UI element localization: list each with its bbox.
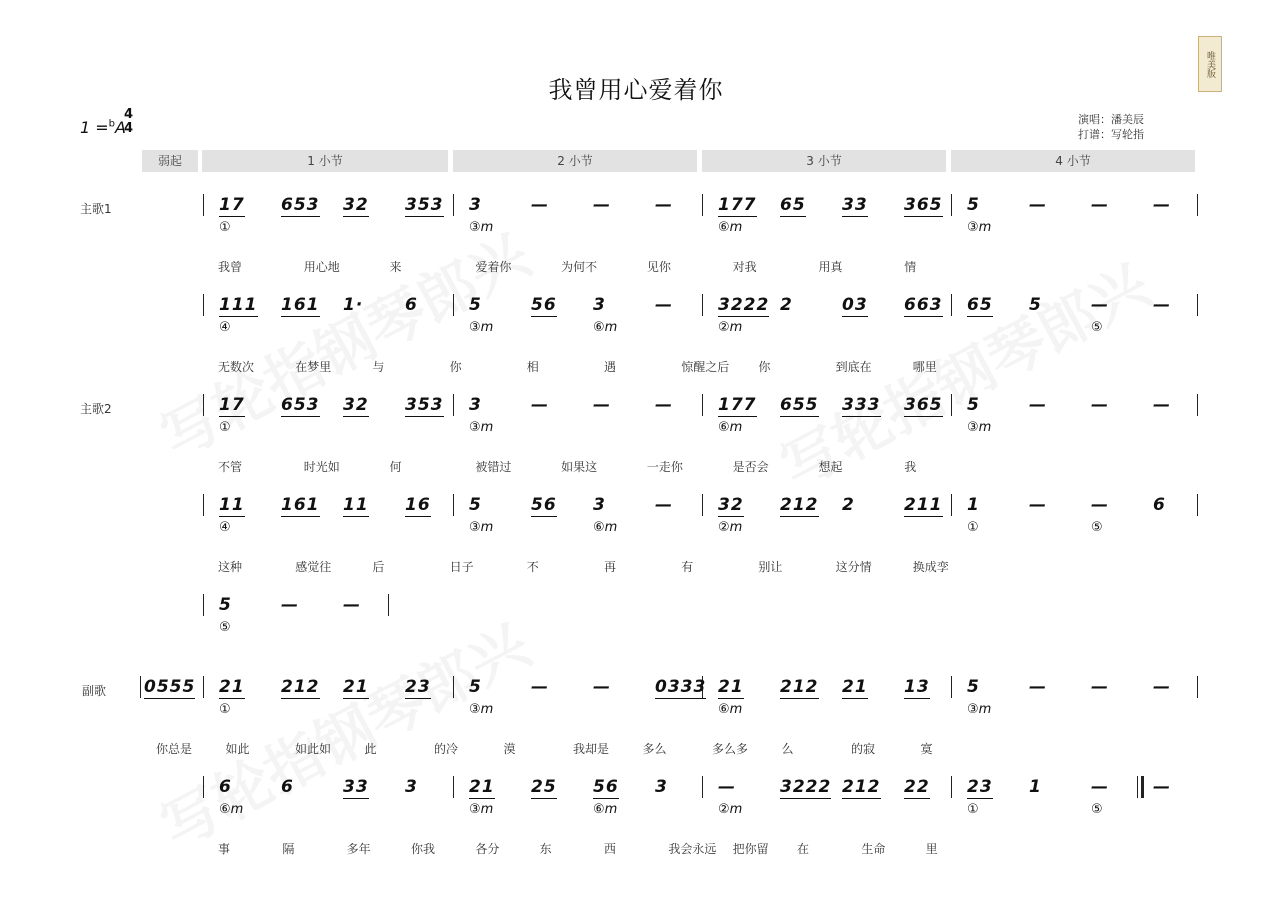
note: 5 xyxy=(469,295,482,315)
note: 5 xyxy=(967,195,980,215)
barline xyxy=(951,776,952,798)
note: 6 xyxy=(1153,495,1166,515)
lyric: 把你留 xyxy=(732,842,769,856)
chord-symbol: ②m xyxy=(718,320,743,335)
chord-symbol: ③m xyxy=(469,320,494,335)
barline xyxy=(1137,776,1144,798)
credit-singer: 演唱：潘美辰 xyxy=(1078,113,1144,126)
note: 16 xyxy=(405,495,431,515)
note: — xyxy=(1029,395,1047,415)
lyric: 事 xyxy=(218,842,231,856)
note: 111 xyxy=(219,295,258,315)
note: — xyxy=(593,677,611,697)
key-letter: A xyxy=(115,118,126,137)
note: 65 xyxy=(780,195,806,215)
watermark xyxy=(144,600,542,865)
time-signature-top: 4 xyxy=(124,107,134,122)
barline xyxy=(453,294,454,316)
note: 212 xyxy=(780,677,819,697)
note: 21 xyxy=(343,677,369,697)
note: 65 xyxy=(967,295,993,315)
note: 1 xyxy=(967,495,980,515)
note: 5 xyxy=(469,677,482,697)
lyric: 来 xyxy=(389,260,402,274)
lyric: 见你 xyxy=(646,260,671,274)
note: 23 xyxy=(967,777,993,797)
chord-symbol: ① xyxy=(219,420,231,435)
lyric: 再 xyxy=(604,560,617,574)
barline xyxy=(453,494,454,516)
barline xyxy=(702,394,703,416)
note: — xyxy=(1091,677,1109,697)
barline xyxy=(1197,494,1198,516)
note: 333 xyxy=(842,395,881,415)
note: 32 xyxy=(343,195,369,215)
note: 653 xyxy=(281,195,320,215)
lyric: 相 xyxy=(526,360,539,374)
lyric: 爱着你 xyxy=(475,260,512,274)
note: 3222 xyxy=(780,777,832,797)
lyric: 你我 xyxy=(411,842,436,856)
note: 6 xyxy=(405,295,418,315)
barline xyxy=(453,394,454,416)
note: 32 xyxy=(718,495,744,515)
chord-symbol: ③m xyxy=(967,220,992,235)
lyric: 的冷 xyxy=(434,742,459,756)
note: 3 xyxy=(469,395,482,415)
note: 5 xyxy=(219,595,232,615)
note: 365 xyxy=(904,395,943,415)
lyric: 东 xyxy=(539,842,552,856)
chord-symbol: ⑥m xyxy=(593,320,618,335)
chord-symbol: ③m xyxy=(469,520,494,535)
barline xyxy=(1197,194,1198,216)
chord-symbol: ① xyxy=(967,802,979,817)
lyric: 这种 xyxy=(218,560,243,574)
barline xyxy=(702,294,703,316)
note: — xyxy=(655,495,673,515)
note: 177 xyxy=(718,395,757,415)
note: 3 xyxy=(469,195,482,215)
note: 13 xyxy=(904,677,930,697)
chord-symbol: ⑤ xyxy=(1091,802,1103,817)
lyric: 哪里 xyxy=(912,360,937,374)
chord-symbol: ⑥m xyxy=(718,220,743,235)
barline xyxy=(453,776,454,798)
note: 353 xyxy=(405,395,444,415)
section-label-verse-1: 主歌1 xyxy=(80,202,112,216)
chord-symbol: ⑥m xyxy=(593,520,618,535)
header-measure-1: 1 小节 xyxy=(202,150,448,172)
note: 22 xyxy=(904,777,930,797)
header-measure-3: 3 小节 xyxy=(702,150,946,172)
note: 6 xyxy=(281,777,294,797)
note: — xyxy=(1153,395,1171,415)
barline xyxy=(951,294,952,316)
note: — xyxy=(531,677,549,697)
note: — xyxy=(531,395,549,415)
lyric: 为何不 xyxy=(561,260,598,274)
lyric: 感觉往 xyxy=(295,560,332,574)
note: 0333 xyxy=(655,677,707,697)
lyric: 如果这 xyxy=(561,460,598,474)
lyric: 我会永远 xyxy=(668,842,717,856)
note: 21 xyxy=(219,677,245,697)
lyric: 西 xyxy=(604,842,617,856)
lyric: 一走你 xyxy=(646,460,683,474)
lyric: 如此 xyxy=(225,742,250,756)
note: 3 xyxy=(593,495,606,515)
lyric: 你 xyxy=(758,360,771,374)
chord-symbol: ④ xyxy=(219,320,231,335)
barline xyxy=(702,494,703,516)
section-label-verse-2: 主歌2 xyxy=(80,402,112,416)
note: 161 xyxy=(281,495,320,515)
lyric: 么 xyxy=(781,742,794,756)
note: 212 xyxy=(842,777,881,797)
chord-symbol: ① xyxy=(219,220,231,235)
barline xyxy=(951,676,952,698)
note: 177 xyxy=(718,195,757,215)
note: 21 xyxy=(469,777,495,797)
note: 21 xyxy=(842,677,868,697)
lyric: 遇 xyxy=(604,360,617,374)
header-measure-4: 4 小节 xyxy=(951,150,1195,172)
note: 5 xyxy=(967,395,980,415)
note: 353 xyxy=(405,195,444,215)
note: 365 xyxy=(904,195,943,215)
lyric: 被错过 xyxy=(475,460,512,474)
note: — xyxy=(1029,195,1047,215)
lyric: 在 xyxy=(797,842,810,856)
lyric: 寞 xyxy=(920,742,933,756)
lyric: 何 xyxy=(389,460,402,474)
lyric: 用真 xyxy=(818,260,843,274)
chord-symbol: ④ xyxy=(219,520,231,535)
note: — xyxy=(1153,195,1171,215)
key-prefix: 1 = xyxy=(80,118,109,137)
barline xyxy=(203,776,204,798)
barline xyxy=(1197,676,1198,698)
note: — xyxy=(593,195,611,215)
lyric: 与 xyxy=(372,360,385,374)
note: — xyxy=(655,195,673,215)
note: — xyxy=(718,777,736,797)
chord-symbol: ⑥m xyxy=(718,420,743,435)
note: 3 xyxy=(405,777,418,797)
lyric: 惊醒之后 xyxy=(681,360,730,374)
note: 5 xyxy=(1029,295,1042,315)
lyric: 后 xyxy=(372,560,385,574)
lyric: 我却是 xyxy=(573,742,610,756)
lyric: 在梦里 xyxy=(295,360,332,374)
note: — xyxy=(1091,777,1109,797)
chord-symbol: ① xyxy=(219,702,231,717)
barline xyxy=(140,676,141,698)
note: — xyxy=(655,295,673,315)
note: — xyxy=(593,395,611,415)
note: 56 xyxy=(531,295,557,315)
note: 17 xyxy=(219,195,245,215)
header-pickup: 弱起 xyxy=(142,150,198,172)
lyric: 不管 xyxy=(218,460,243,474)
note: 5 xyxy=(469,495,482,515)
lyric: 你总是 xyxy=(156,742,193,756)
barline xyxy=(203,394,204,416)
note: 3 xyxy=(655,777,668,797)
lyric: 是否会 xyxy=(732,460,769,474)
flat-sign: b xyxy=(108,118,116,130)
chord-symbol: ③m xyxy=(469,802,494,817)
note: 17 xyxy=(219,395,245,415)
chord-symbol: ⑥m xyxy=(718,702,743,717)
barline xyxy=(1197,294,1198,316)
credit-arranger: 打谱：写轮指 xyxy=(1078,128,1144,141)
note: — xyxy=(1091,395,1109,415)
note: 21 xyxy=(718,677,744,697)
lyric: 里 xyxy=(925,842,938,856)
key-signature xyxy=(80,118,126,137)
note: — xyxy=(1091,295,1109,315)
lyric: 此 xyxy=(364,742,377,756)
note: 212 xyxy=(281,677,320,697)
note: 653 xyxy=(281,395,320,415)
note: — xyxy=(1029,677,1047,697)
note: 33 xyxy=(343,777,369,797)
note: 3222 xyxy=(718,295,770,315)
note: — xyxy=(1091,195,1109,215)
barline xyxy=(1197,394,1198,416)
chord-symbol: ③m xyxy=(469,702,494,717)
note: — xyxy=(531,195,549,215)
chord-symbol: ① xyxy=(967,520,979,535)
song-title: 我曾用心爱着你 xyxy=(548,76,724,104)
chord-symbol: ⑤ xyxy=(219,620,231,635)
note: 2 xyxy=(842,495,855,515)
chord-symbol: ⑥m xyxy=(593,802,618,817)
barline xyxy=(453,194,454,216)
lyric: 各分 xyxy=(475,842,500,856)
lyric: 我 xyxy=(904,460,917,474)
lyric: 用心地 xyxy=(303,260,340,274)
note: 5 xyxy=(967,677,980,697)
note: 25 xyxy=(531,777,557,797)
barline xyxy=(702,194,703,216)
note: 211 xyxy=(904,495,943,515)
note: 32 xyxy=(343,395,369,415)
note: — xyxy=(1153,677,1171,697)
barline xyxy=(453,676,454,698)
chord-symbol: ③m xyxy=(967,702,992,717)
lyric: 我曾 xyxy=(218,260,243,274)
barline xyxy=(203,494,204,516)
note: — xyxy=(1091,495,1109,515)
barline xyxy=(951,394,952,416)
note: 11 xyxy=(219,495,245,515)
chord-symbol: ⑤ xyxy=(1091,520,1103,535)
lyric: 不 xyxy=(526,560,539,574)
note: 663 xyxy=(904,295,943,315)
note: 161 xyxy=(281,295,320,315)
chord-symbol: ②m xyxy=(718,802,743,817)
lyric: 这分情 xyxy=(835,560,872,574)
barline xyxy=(702,776,703,798)
note: 1 xyxy=(1029,777,1042,797)
chord-symbol: ⑤ xyxy=(1091,320,1103,335)
note: — xyxy=(281,595,299,615)
lyric: 如此如 xyxy=(295,742,332,756)
note: 23 xyxy=(405,677,431,697)
note: 655 xyxy=(780,395,819,415)
note: 56 xyxy=(593,777,619,797)
lyric: 别让 xyxy=(758,560,783,574)
lyric: 隔 xyxy=(282,842,295,856)
lyric: 想起 xyxy=(818,460,843,474)
lyric: 多么多 xyxy=(712,742,749,756)
chord-symbol: ⑥m xyxy=(219,802,244,817)
note: 11 xyxy=(343,495,369,515)
lyric: 有 xyxy=(681,560,694,574)
lyric: 到底在 xyxy=(835,360,872,374)
lyric: 漠 xyxy=(503,742,516,756)
note: 1· xyxy=(343,295,364,315)
barline xyxy=(951,494,952,516)
note: — xyxy=(343,595,361,615)
version-seal: 唯美版 xyxy=(1198,36,1222,92)
note: — xyxy=(1153,777,1171,797)
note: — xyxy=(1029,495,1047,515)
credits xyxy=(1078,112,1144,142)
barline xyxy=(203,294,204,316)
note: 6 xyxy=(219,777,232,797)
chord-symbol: ③m xyxy=(967,420,992,435)
note: 03 xyxy=(842,295,868,315)
note: — xyxy=(1153,295,1171,315)
chord-symbol: ②m xyxy=(718,520,743,535)
lyric: 日子 xyxy=(449,560,474,574)
note: 2 xyxy=(780,295,793,315)
time-signature-bottom: 4 xyxy=(124,121,134,136)
lyric: 情 xyxy=(904,260,917,274)
barline xyxy=(951,194,952,216)
barline xyxy=(203,194,204,216)
lyric: 多么 xyxy=(642,742,667,756)
note: 33 xyxy=(842,195,868,215)
note: 3 xyxy=(593,295,606,315)
lyric: 你 xyxy=(449,360,462,374)
barline xyxy=(203,594,204,616)
note: — xyxy=(655,395,673,415)
lyric: 多年 xyxy=(346,842,371,856)
time-signature xyxy=(124,108,133,136)
lyric: 无数次 xyxy=(218,360,255,374)
note: 56 xyxy=(531,495,557,515)
barline xyxy=(388,594,389,616)
lyric: 的寂 xyxy=(851,742,876,756)
header-measure-2: 2 小节 xyxy=(453,150,697,172)
lyric: 对我 xyxy=(732,260,757,274)
note: 212 xyxy=(780,495,819,515)
lyric: 生命 xyxy=(861,842,886,856)
lyric: 换成孪 xyxy=(912,560,949,574)
chord-symbol: ③m xyxy=(469,220,494,235)
section-label-chorus: 副歌 xyxy=(82,684,107,698)
lyric: 时光如 xyxy=(303,460,340,474)
pickup-note: 0555 xyxy=(144,677,196,697)
barline xyxy=(203,676,204,698)
chord-symbol: ③m xyxy=(469,420,494,435)
